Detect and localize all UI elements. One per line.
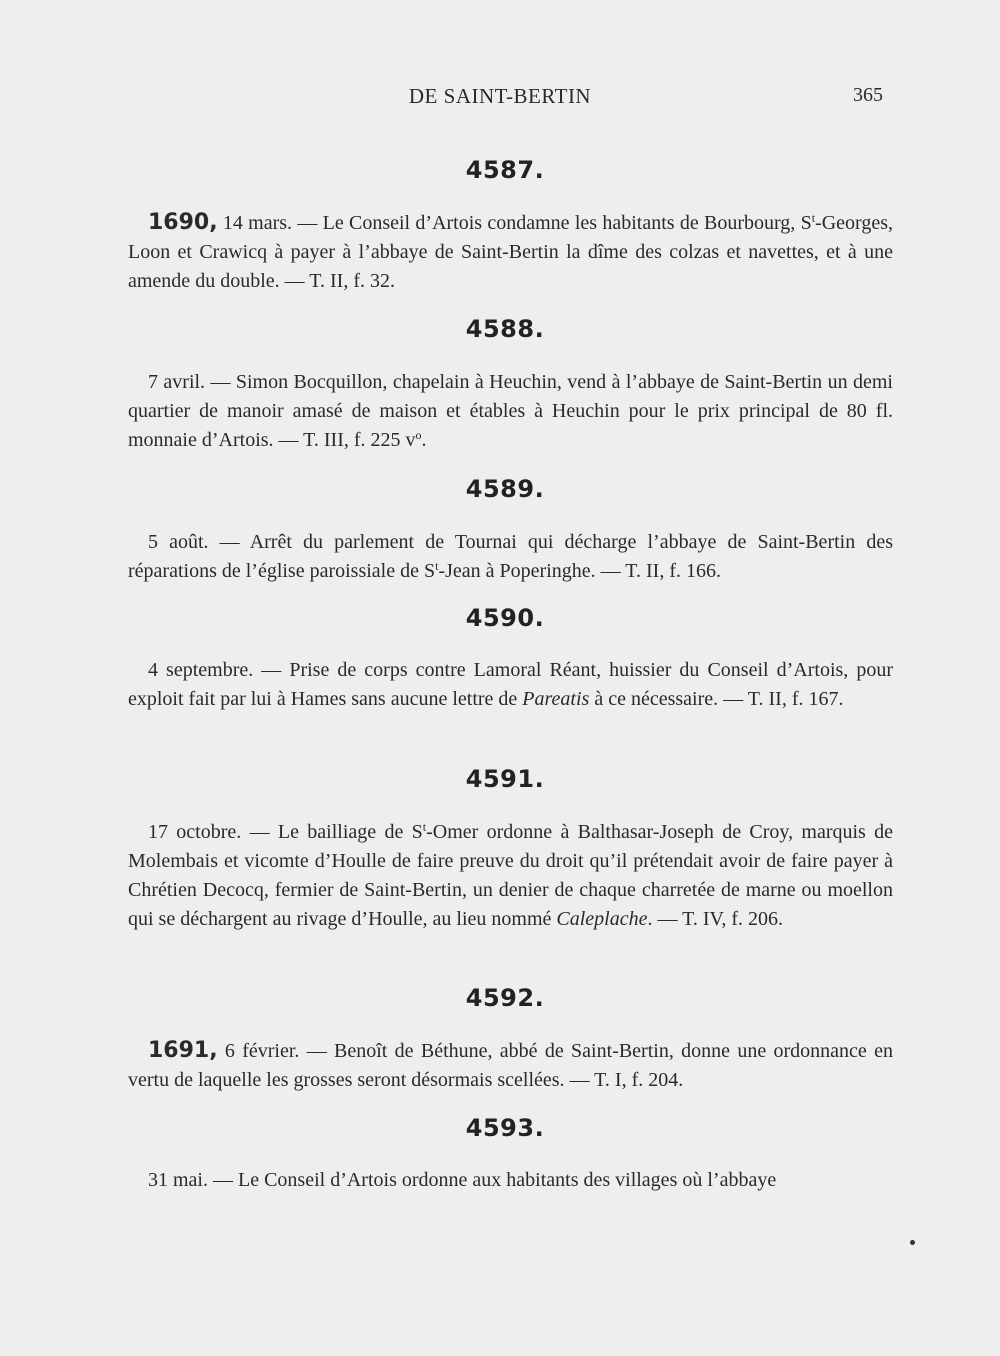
superscript: o xyxy=(415,428,422,442)
entry-number: 4593. xyxy=(465,1114,545,1142)
running-title: DE SAINT-BERTIN xyxy=(408,84,592,108)
entry-number: 4590. xyxy=(465,604,545,632)
entry-paragraph xyxy=(128,208,893,296)
italic-term: Caleplache xyxy=(556,908,648,930)
entry-text: . — T. IV, f. 206. xyxy=(647,908,784,930)
entry-text: 14 mars. — Le Conseil d’Artois condamne les habitants de Bourbourg, S xyxy=(217,212,812,234)
page-number: 365 xyxy=(853,84,883,106)
entry-text: 6 février. — Benoît de Béthune, abbé de Saint-Bertin, donne une ordonnance en vertu de laquelle les grosses seront désormais scellées. — T. I, f. 204. xyxy=(128,1040,893,1091)
entry-paragraph xyxy=(128,1036,893,1095)
entry-text: -Georges, Loon et Crawicq à payer à l’abbaye de Saint-Bertin la dîme des colzas et navettes, et à une amende du double. — T. II, f. 32. xyxy=(128,212,893,292)
entry-text: 5 août. — Arrêt du parlement de Tournai qui décharge l’abbaye de Saint-Bertin des réparations de l’église paroissiale de S xyxy=(128,531,893,582)
entry-number: 4587. xyxy=(465,156,545,184)
superscript: t xyxy=(435,559,439,573)
entry-text: -Jean à Poperinghe. — T. II, f. 166. xyxy=(438,560,721,582)
entry-paragraph xyxy=(128,1166,893,1195)
entry-number: 4589. xyxy=(465,475,545,503)
entry-text: . xyxy=(421,429,427,451)
entry-text: 31 mai. — Le Conseil d’Artois ordonne aux habitants des villages où l’abbaye xyxy=(148,1169,777,1191)
entry-number: 4588. xyxy=(465,315,545,343)
entry-text: 17 octobre. — Le bailliage de S xyxy=(148,821,423,843)
entry-number: 4591. xyxy=(465,765,545,793)
entry-paragraph xyxy=(128,818,893,934)
entry-text: à ce nécessaire. — T. II, f. 167. xyxy=(589,688,844,710)
entry-year: 1691, xyxy=(148,1038,218,1063)
entry-paragraph xyxy=(128,528,893,586)
superscript: t xyxy=(811,211,816,225)
entry-paragraph xyxy=(128,368,893,455)
superscript: t xyxy=(422,820,427,834)
ink-speck xyxy=(910,1240,915,1245)
entry-text: -Omer ordonne à Balthasar-Joseph de Croy, marquis de Molembais et vicomte d’Houlle de faire preuve du droit qu’il prétendait avoir de faire payer à Chrétien Decocq, fermier de Saint-Bertin, un denier de chaque charretée de marne ou moellon qui se déchargent au rivage d’Houlle, au lieu nommé xyxy=(128,821,894,930)
entry-text: 7 avril. — Simon Bocquillon, chapelain à Heuchin, vend à l’abbaye de Saint-Bertin un demi quartier de manoir amasé de maison et étables à Heuchin pour le prix principal de 80 fl. monnaie d’Artois. — T. III, f. 225 v xyxy=(128,371,893,451)
entry-paragraph xyxy=(128,656,893,714)
entry-year: 1690, xyxy=(148,210,218,235)
italic-term: Pareatis xyxy=(522,688,590,710)
entry-number: 4592. xyxy=(465,984,545,1012)
entry-text: 4 septembre. — Prise de corps contre Lamoral Réant, huissier du Conseil d’Artois, pour exploit fait par lui à Hames sans aucune lettre de xyxy=(128,659,893,710)
